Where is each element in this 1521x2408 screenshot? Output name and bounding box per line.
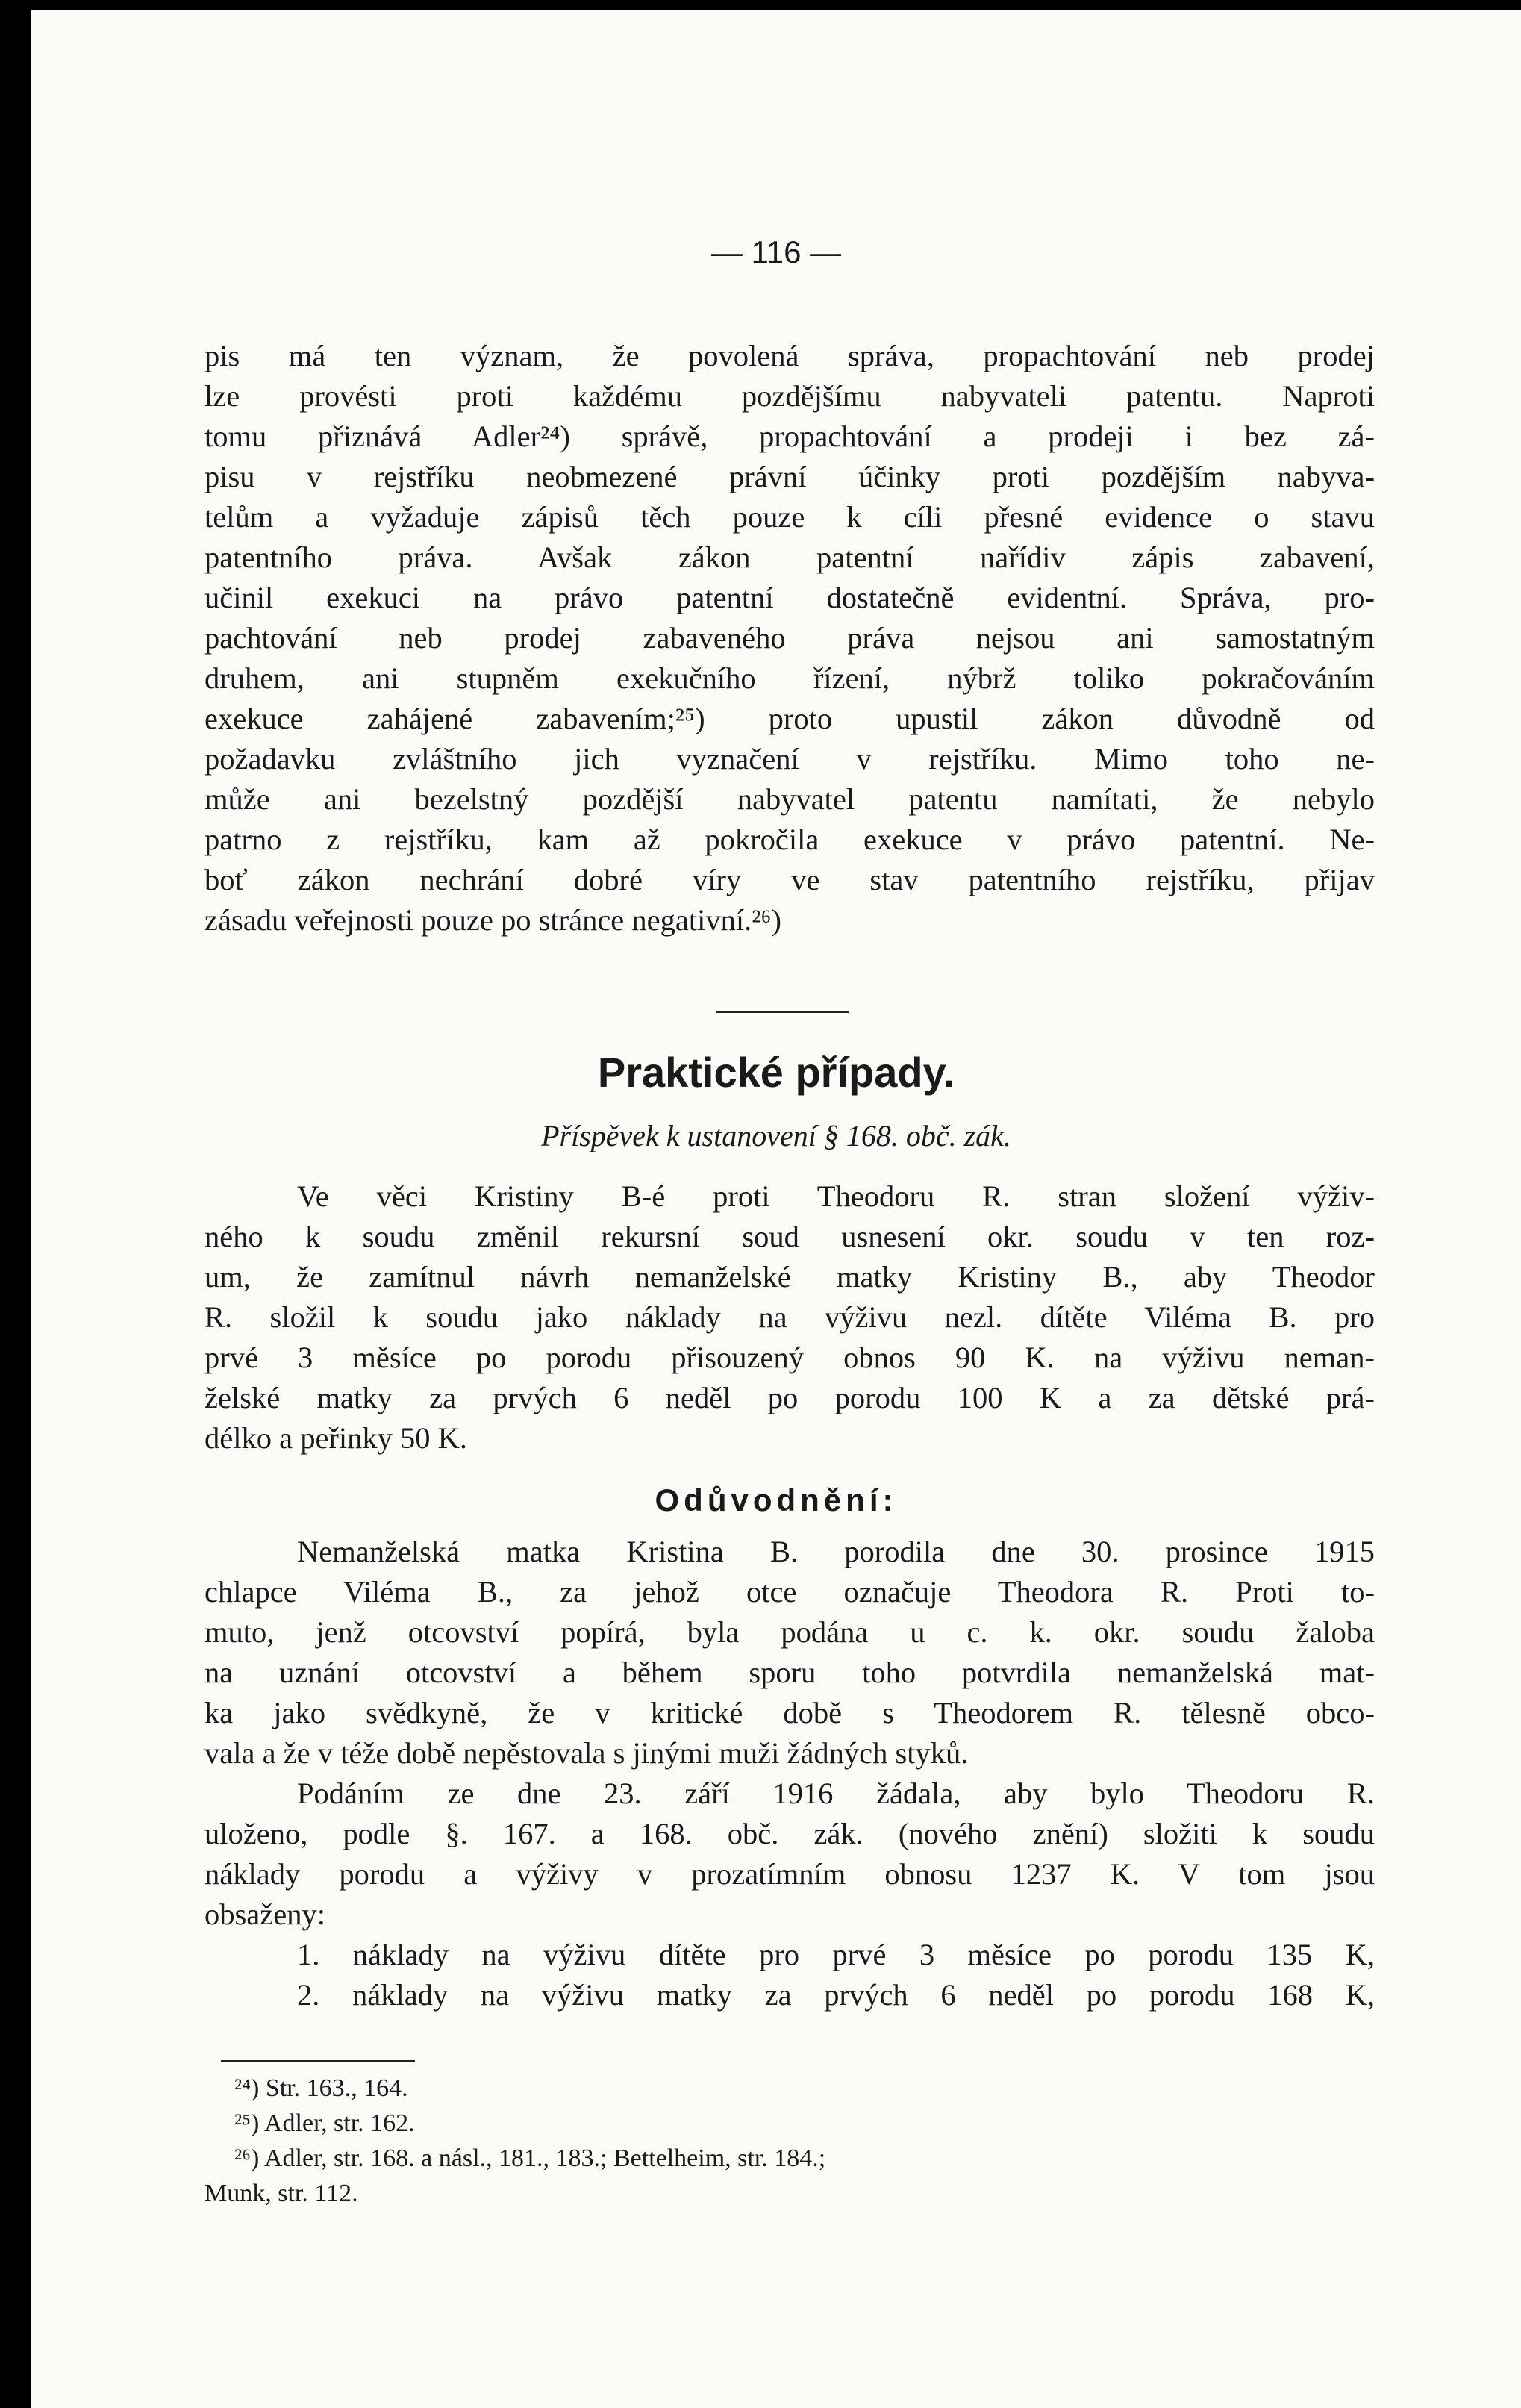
text-line: želské matky za prvých 6 neděl po porodu 100 K a za dětské prá-	[204, 1381, 1375, 1414]
text-line: chlapce Viléma B., za jehož otce označuje Theodora R. Proti to-	[204, 1575, 1375, 1609]
text-line: R. složil k soudu jako náklady na výživu nezl. dítěte Viléma B. pro	[204, 1300, 1375, 1334]
text-line: tomu přiznává Adler²⁴) správě, propachtování a prodeji i bez zá-	[204, 419, 1375, 453]
page-number: — 116 —	[710, 234, 842, 269]
text-line: muto, jenž otcovství popírá, byla podána u c. k. okr. soudu žaloba	[204, 1615, 1375, 1649]
text-line: požadavku zvláštního jich vyznačení v rejstříku. Mimo toho ne-	[204, 742, 1375, 776]
footnote-divider	[221, 2060, 415, 2062]
text-line: může ani bezelstný pozdější nabyvatel patentu namítati, že nebylo	[204, 782, 1375, 816]
text-line: boť zákon nechrání dobré víry ve stav patentního rejstříku, přijav	[204, 863, 1375, 896]
text-line: obsaženy:	[204, 1897, 325, 1931]
text-line: telům a vyžaduje zápisů těch pouze k cíli přesné evidence o stavu	[204, 500, 1375, 534]
case-paragraph	[204, 1176, 1375, 1459]
text-line: druhem, ani stupněm exekučního řízení, nýbrž toliko pokračováním	[204, 661, 1375, 695]
text-line: učinil exekuci na právo patentní dostatečně evidentní. Správa, pro-	[204, 581, 1375, 614]
text-line: zásadu veřejnosti pouze po stránce negativní.²⁶)	[204, 903, 781, 937]
reasons-paragraph	[204, 1532, 1375, 2015]
text-line: Ve věci Kristiny B-é proti Theodoru R. stran složení výživ-	[297, 1179, 1375, 1213]
text-line: Nemanželská matka Kristina B. porodila dne 30. prosince 1915	[297, 1535, 1375, 1568]
footnote: ²⁶) Adler, str. 168. a násl., 181., 183.; Bettelheim, str. 184.;	[234, 2145, 826, 2172]
text-line: patrno z rejstříku, kam až pokročila exekuce v právo patentní. Ne-	[204, 823, 1375, 856]
text-line: exekuce zahájené zabavením;²⁵) proto upustil zákon důvodně od	[204, 702, 1375, 735]
section-heading: Praktické případy.	[597, 1049, 955, 1096]
text-line: pis má ten význam, že povolená správa, propachtování neb prodej	[204, 339, 1375, 372]
text-line: vala a že v téže době nepěstovala s jinými muži žádných styků.	[204, 1736, 969, 1770]
text-line: na uznání otcovství a během sporu toho potvrdila nemanželská mat-	[204, 1656, 1375, 1689]
list-item: 1. náklady na výživu dítěte pro prvé 3 měsíce po porodu 135 K,	[297, 1938, 1375, 1971]
footnotes	[204, 2071, 1369, 2211]
intro-paragraph	[204, 336, 1375, 941]
text-line: patentního práva. Avšak zákon patentní nařídiv zápis zabavení,	[204, 540, 1375, 574]
text-line: uloženo, podle §. 167. a 168. obč. zák. (nového znění) složiti k soudu	[204, 1817, 1375, 1850]
reasons-heading: Odůvodnění:	[655, 1482, 898, 1518]
book-page	[31, 10, 1521, 2408]
text-line: um, že zamítnul návrh nemanželské matky Kristiny B., aby Theodor	[204, 1260, 1375, 1294]
footnote-continuation: Munk, str. 112.	[204, 2180, 358, 2207]
text-line: náklady porodu a výživy v prozatímním obnosu 1237 K. V tom jsou	[204, 1857, 1375, 1891]
footnote: ²⁴) Str. 163., 164.	[234, 2074, 408, 2102]
text-line: délko a peřinky 50 K.	[204, 1421, 468, 1455]
text-line: pachtování neb prodej zabaveného práva nejsou ani samostatným	[204, 621, 1375, 655]
footnote: ²⁵) Adler, str. 162.	[234, 2109, 415, 2137]
list-item: 2. náklady na výživu matky za prvých 6 neděl po porodu 168 K,	[297, 1978, 1375, 2012]
text-line: pisu v rejstříku neobmezené právní účinky proti pozdějším nabyva-	[204, 460, 1375, 493]
section-subtitle: Příspěvek k ustanovení § 168. obč. zák.	[541, 1119, 1011, 1152]
section-divider	[716, 1011, 849, 1013]
text-line: lze provésti proti každému pozdějšímu nabyvateli patentu. Naproti	[204, 379, 1375, 413]
text-line: ka jako svědkyně, že v kritické době s Theodorem R. tělesně obco-	[204, 1696, 1375, 1729]
text-line: Podáním ze dne 23. září 1916 žádala, aby bylo Theodoru R.	[297, 1777, 1375, 1810]
text-line: prvé 3 měsíce po porodu přisouzený obnos 90 K. na výživu neman-	[204, 1341, 1375, 1374]
text-line: ného k soudu změnil rekursní soud usnesení okr. soudu v ten roz-	[204, 1220, 1375, 1253]
